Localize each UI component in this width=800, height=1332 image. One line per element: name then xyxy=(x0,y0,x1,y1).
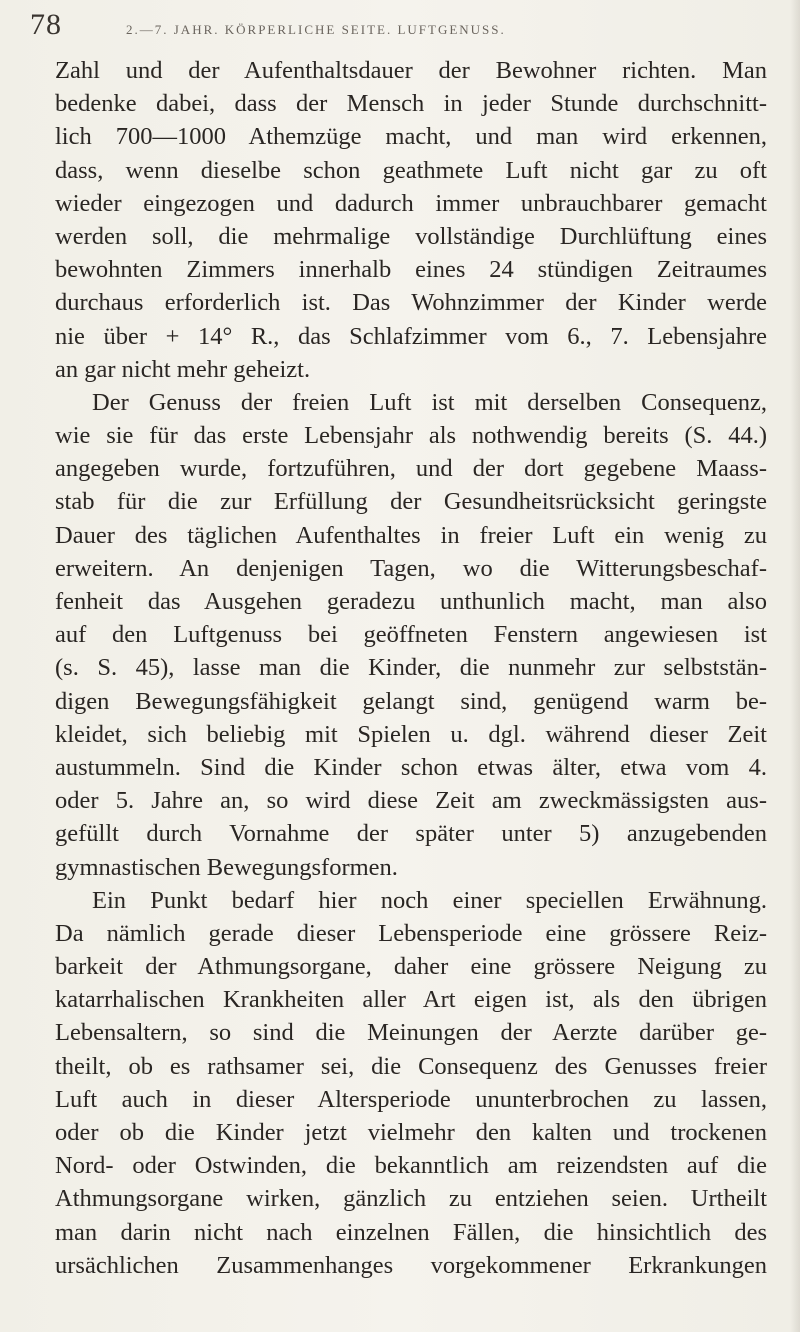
text-line: lich 700—1000 Athemzüge macht, und man wird erkennen, xyxy=(55,123,767,151)
text-line: werden soll, die mehrmalige vollständige Durchlüftung eines xyxy=(55,222,767,250)
page-header xyxy=(30,8,770,48)
text-line: bewohnten Zimmers innerhalb eines 24 stündigen Zeitraumes xyxy=(55,256,767,284)
text-line: kleidet, sich beliebig mit Spielen u. dgl. während dieser Zeit xyxy=(55,720,767,748)
page-number: 78 xyxy=(30,8,62,41)
text-line: Lebensaltern, so sind die Meinungen der Aerzte darüber ge- xyxy=(55,1019,767,1047)
text-line: fenheit das Ausgehen geradezu unthunlich macht, man also xyxy=(55,588,767,615)
text-line: gymnastischen Bewegungsformen. xyxy=(55,853,398,881)
text-line: (s. S. 45), lasse man die Kinder, die nunmehr zur selbststän- xyxy=(55,654,767,682)
text-line: digen Bewegungsfähigkeit gelangt sind, genügend warm be- xyxy=(55,687,767,715)
text-line: wie sie für das erste Lebensjahr als nothwendig bereits (S. 44.) xyxy=(55,422,767,450)
text-line: erweitern. An denjenigen Tagen, wo die Witterungsbeschaf- xyxy=(55,554,767,582)
page-edge-shadow xyxy=(790,0,800,1332)
text-line: Da nämlich gerade dieser Lebensperiode eine grössere Reiz- xyxy=(55,919,767,947)
body-text xyxy=(55,54,767,1282)
text-line: Dauer des täglichen Aufenthaltes in freier Luft ein wenig zu xyxy=(55,521,767,549)
text-line: austummeln. Sind die Kinder schon etwas älter, etwa vom 4. xyxy=(55,753,767,781)
text-line: angegeben wurde, fortzuführen, und der dort gegebene Maass- xyxy=(55,455,767,483)
text-line: an gar nicht mehr geheizt. xyxy=(55,355,311,383)
text-line: auf den Luftgenuss bei geöffneten Fenstern angewiesen ist xyxy=(55,621,767,649)
text-line: bedenke dabei, dass der Mensch in jeder Stunde durchschnitt- xyxy=(55,90,767,118)
text-line: gefüllt durch Vornahme der später unter 5) anzugebenden xyxy=(55,820,767,848)
text-line: Luft auch in dieser Altersperiode ununterbrochen zu lassen, xyxy=(55,1085,767,1113)
text-line: Athmungsorgane wirken, gänzlich zu entziehen seien. Urtheilt xyxy=(55,1185,767,1213)
text-line: durchaus erforderlich ist. Das Wohnzimmer der Kinder werde xyxy=(55,289,767,317)
text-line: Ein Punkt bedarf hier noch einer speciellen Erwähnung. xyxy=(92,886,767,914)
text-line: katarrhalischen Krankheiten aller Art eigen ist, als den übrigen xyxy=(55,986,767,1014)
text-line: dass, wenn dieselbe schon geathmete Luft nicht gar zu oft xyxy=(55,156,767,184)
text-line: barkeit der Athmungsorgane, daher eine grössere Neigung zu xyxy=(55,953,767,981)
text-line: Zahl und der Aufenthaltsdauer der Bewohner richten. Man xyxy=(55,57,767,84)
text-line: wieder eingezogen und dadurch immer unbrauchbarer gemacht xyxy=(55,189,767,217)
text-line: oder ob die Kinder jetzt vielmehr den kalten und trockenen xyxy=(55,1119,767,1146)
text-line: Der Genuss der freien Luft ist mit derselben Consequenz, xyxy=(92,388,767,416)
text-line: stab für die zur Erfüllung der Gesundheitsrücksicht geringste xyxy=(55,488,767,516)
text-line: oder 5. Jahre an, so wird diese Zeit am zweckmässigsten aus- xyxy=(55,787,767,815)
text-line: theilt, ob es rathsamer sei, die Consequenz des Genusses freier xyxy=(55,1052,767,1080)
text-line: nie über + 14° R., das Schlafzimmer vom 6., 7. Lebensjahre xyxy=(55,322,767,350)
text-line: Nord- oder Ostwinden, die bekanntlich am reizendsten auf die xyxy=(55,1152,767,1180)
running-head: 2.—7. JAHR. KÖRPERLICHE SEITE. LUFTGENUSS. xyxy=(126,22,506,37)
text-line: man darin nicht nach einzelnen Fällen, die hinsichtlich des xyxy=(55,1218,767,1246)
text-line: ursächlichen Zusammenhanges vorgekommener Erkrankungen xyxy=(55,1251,767,1279)
